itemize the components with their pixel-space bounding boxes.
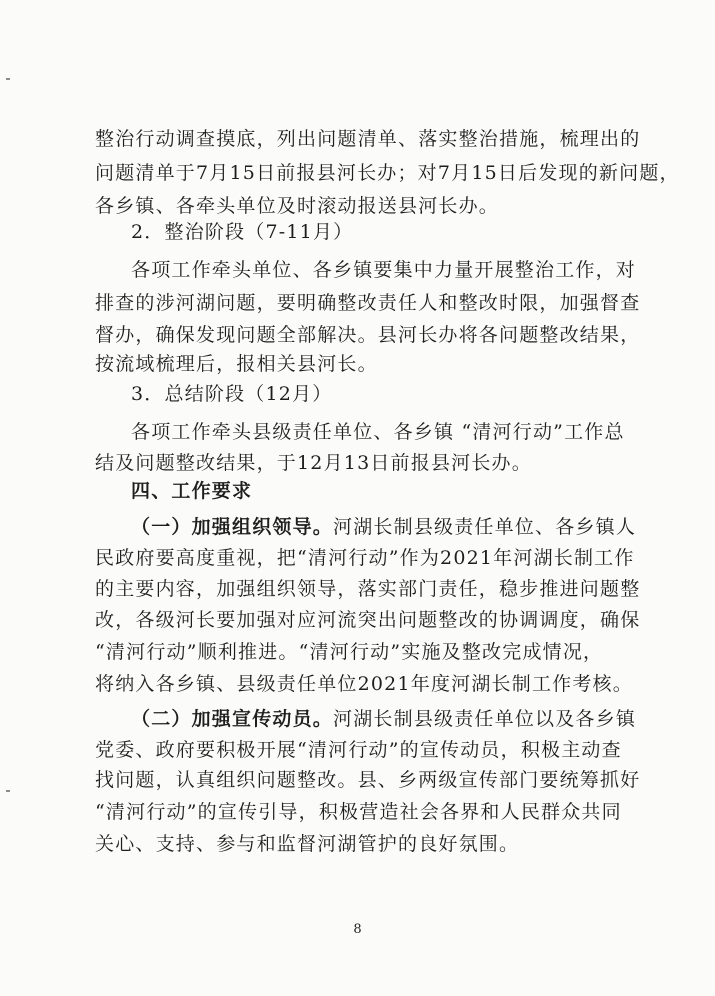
text-line: 督办，确保发现问题全部解决。县河长办将各问题整改结果， xyxy=(95,324,641,346)
text-line: “清河行动”顺利推进。“清河行动”实施及整改完成情况， xyxy=(95,641,604,663)
scan-edge-mark xyxy=(6,790,10,792)
text-line: 将纳入各乡镇、县级责任单位2021年度河湖长制工作考核。 xyxy=(95,673,633,695)
text-line: 结及问题整改结果，于12月13日前报县河长办。 xyxy=(95,452,532,474)
text-line: 关心、支持、参与和监督河湖管护的良好氛围。 xyxy=(95,833,520,855)
text-line: 问题清单于7月15日前报县河长办；对7月15日后发现的新问题， xyxy=(95,162,680,184)
text-line: 按流域梳理后，报相关县河长。 xyxy=(95,353,378,375)
page-number: 8 xyxy=(353,922,362,937)
text-line: 各乡镇、各牵头单位及时滚动报送县河长办。 xyxy=(95,195,500,217)
para-text: 河湖长制县级责任单位、各乡镇人 xyxy=(333,516,637,538)
subsection-heading: 2．整治阶段（7-11月） xyxy=(131,221,354,243)
text-line: 各项工作牵头单位、各乡镇要集中力量开展整治工作，对 xyxy=(131,259,637,281)
section-heading: 四、工作要求 xyxy=(131,480,253,502)
text-line xyxy=(131,706,636,732)
para-text: 河湖长制县级责任单位以及各乡镇 xyxy=(333,708,637,730)
text-line: 找问题，认真组织问题整改。县、乡两级宣传部门要统筹抓好 xyxy=(95,769,641,791)
text-line: 改，各级河长要加强对应河流突出问题整改的协调调度，确保 xyxy=(95,609,641,631)
text-line: 整治行动调查摸底，列出问题清单、落实整治措施，梳理出的 xyxy=(95,128,641,150)
text-line: 的主要内容，加强组织领导，落实部门责任，稳步推进问题整 xyxy=(95,578,641,600)
para-lead: （二）加强宣传动员。 xyxy=(131,708,334,730)
subsection-heading: 3．总结阶段（12月） xyxy=(131,383,333,405)
text-line: 党委、政府要积极开展“清河行动”的宣传动员，积极主动查 xyxy=(95,739,622,761)
text-line: 排查的涉河湖问题，要明确整改责任人和整改时限，加强督查 xyxy=(95,292,641,314)
text-line: 各项工作牵头县级责任单位、各乡镇 “清河行动”工作总 xyxy=(131,421,625,443)
text-line: 民政府要高度重视，把“清河行动”作为2021年河湖长制工作 xyxy=(95,547,635,569)
scan-edge-mark xyxy=(6,78,10,80)
text-line: “清河行动”的宣传引导，积极营造社会各界和人民群众共同 xyxy=(95,801,622,823)
para-lead: （一）加强组织领导。 xyxy=(131,516,334,538)
text-line xyxy=(131,514,636,540)
